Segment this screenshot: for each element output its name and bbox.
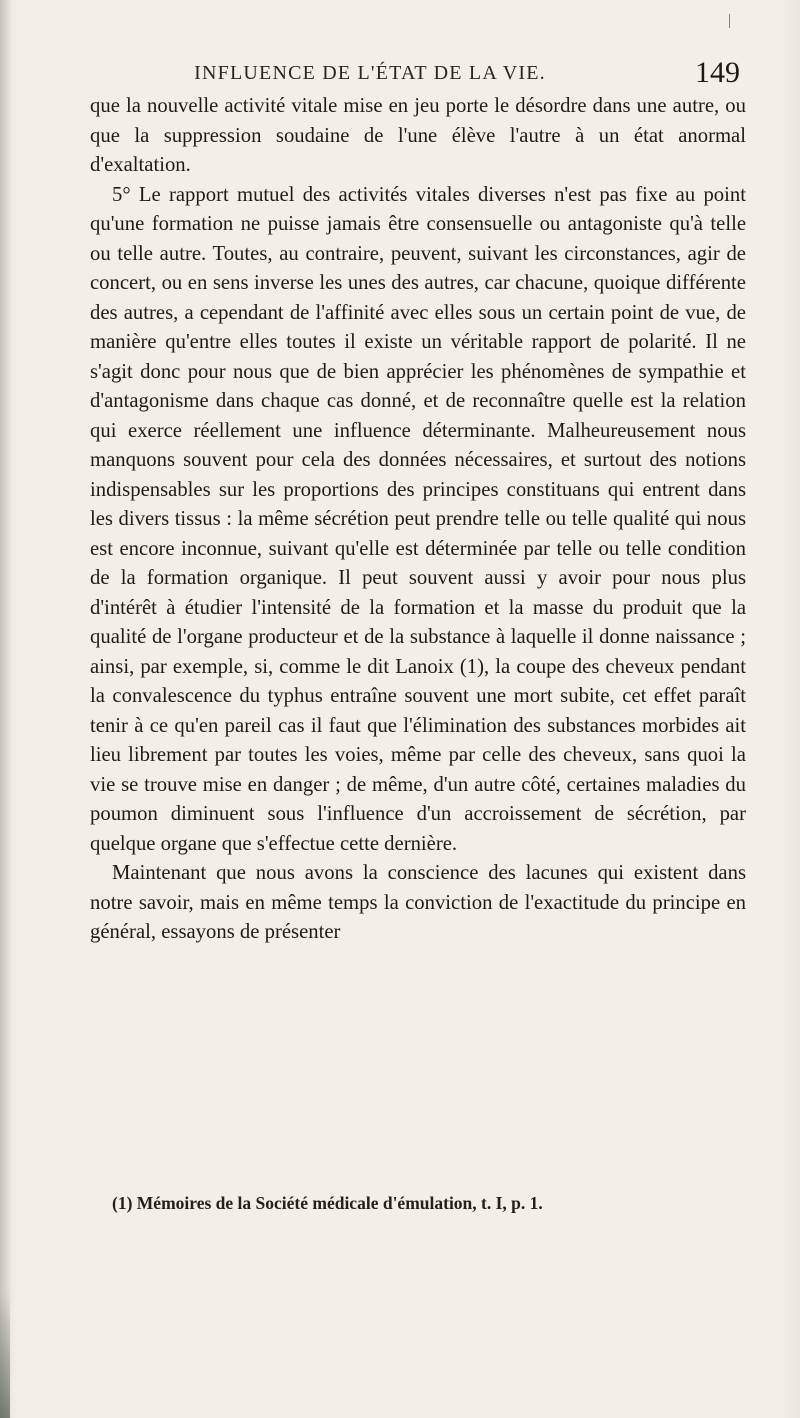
paragraph-continuation: que la nouvelle activité vitale mise en jeu porte le désordre dans une autre, ou que la suppression soudaine de l'une élève l'autre à un état anormal d'exaltation. [90,95,746,176]
page-edge-stain [0,1290,10,1418]
page-number: 149 [695,56,740,89]
paragraph-maintenant: Maintenant que nous avons la conscience des lacunes qui existent dans notre savoir, mais en même temps la conviction de l'exactitude du principe en général, essayons de présenter [90,862,746,943]
binding-shadow [0,0,12,1418]
body-text [90,92,746,948]
paragraph-rapport-mutuel: 5° Le rapport mutuel des activités vitales diverses n'est pas fixe au point qu'une formation ne puisse jamais être consensuelle ou antagoniste qu'à telle ou telle autre. Toutes, au contraire, peuvent, suivant les circonstances, agir de concert, ou en sens inverse les unes des autres, car chacune, quoique différente des autres, a cependant de l'affinité avec elles sous un certain point de vue, de manière qu'entre elles toutes il existe un véritable rapport de polarité. Il ne s'agit donc pour nous que de bien apprécier les phénomènes de sympathie et d'antagonisme dans chaque cas donné, et de reconnaître quelle est la relation qui exerce réellement une influence déterminante. Malheureusement nous manquons souvent pour cela des données nécessaires, et surtout des notions indispensables sur les proportions des principes constituans qui entrent dans les divers tissus : la même sécrétion peut prendre telle ou telle qualité qui nous est encore inconnue, suivant qu'elle est déterminée par telle ou telle condition de la formation organique. Il peut souvent aussi y avoir pour nous plus d'intérêt à étudier l'intensité de la formation et la masse du produit que la qualité de l'organe producteur et de la substance à laquelle il donne naissance ; ainsi, par exemple, si, comme le dit Lanoix (1), la coupe des cheveux pendant la convalescence du typhus entraîne souvent une mort subite, cet effet paraît tenir à ce qu'en pareil cas il faut que l'élimination des substances morbides ait lieu librement par toutes les voies, même par celle des cheveux, sans quoi la vie se trouve mise en danger ; de même, d'un autre côté, certaines maladies du poumon diminuent sous l'influence d'un accroissement de sécrétion, par quelque organe que s'effectue cette dernière. [90,183,746,855]
top-edge-mark [729,14,730,28]
running-title: INFLUENCE DE L'ÉTAT DE LA VIE. [194,62,546,84]
footnote: (1) Mémoires de la Société médicale d'émulation, t. I, p. 1. [112,1193,543,1213]
running-head [90,50,740,89]
